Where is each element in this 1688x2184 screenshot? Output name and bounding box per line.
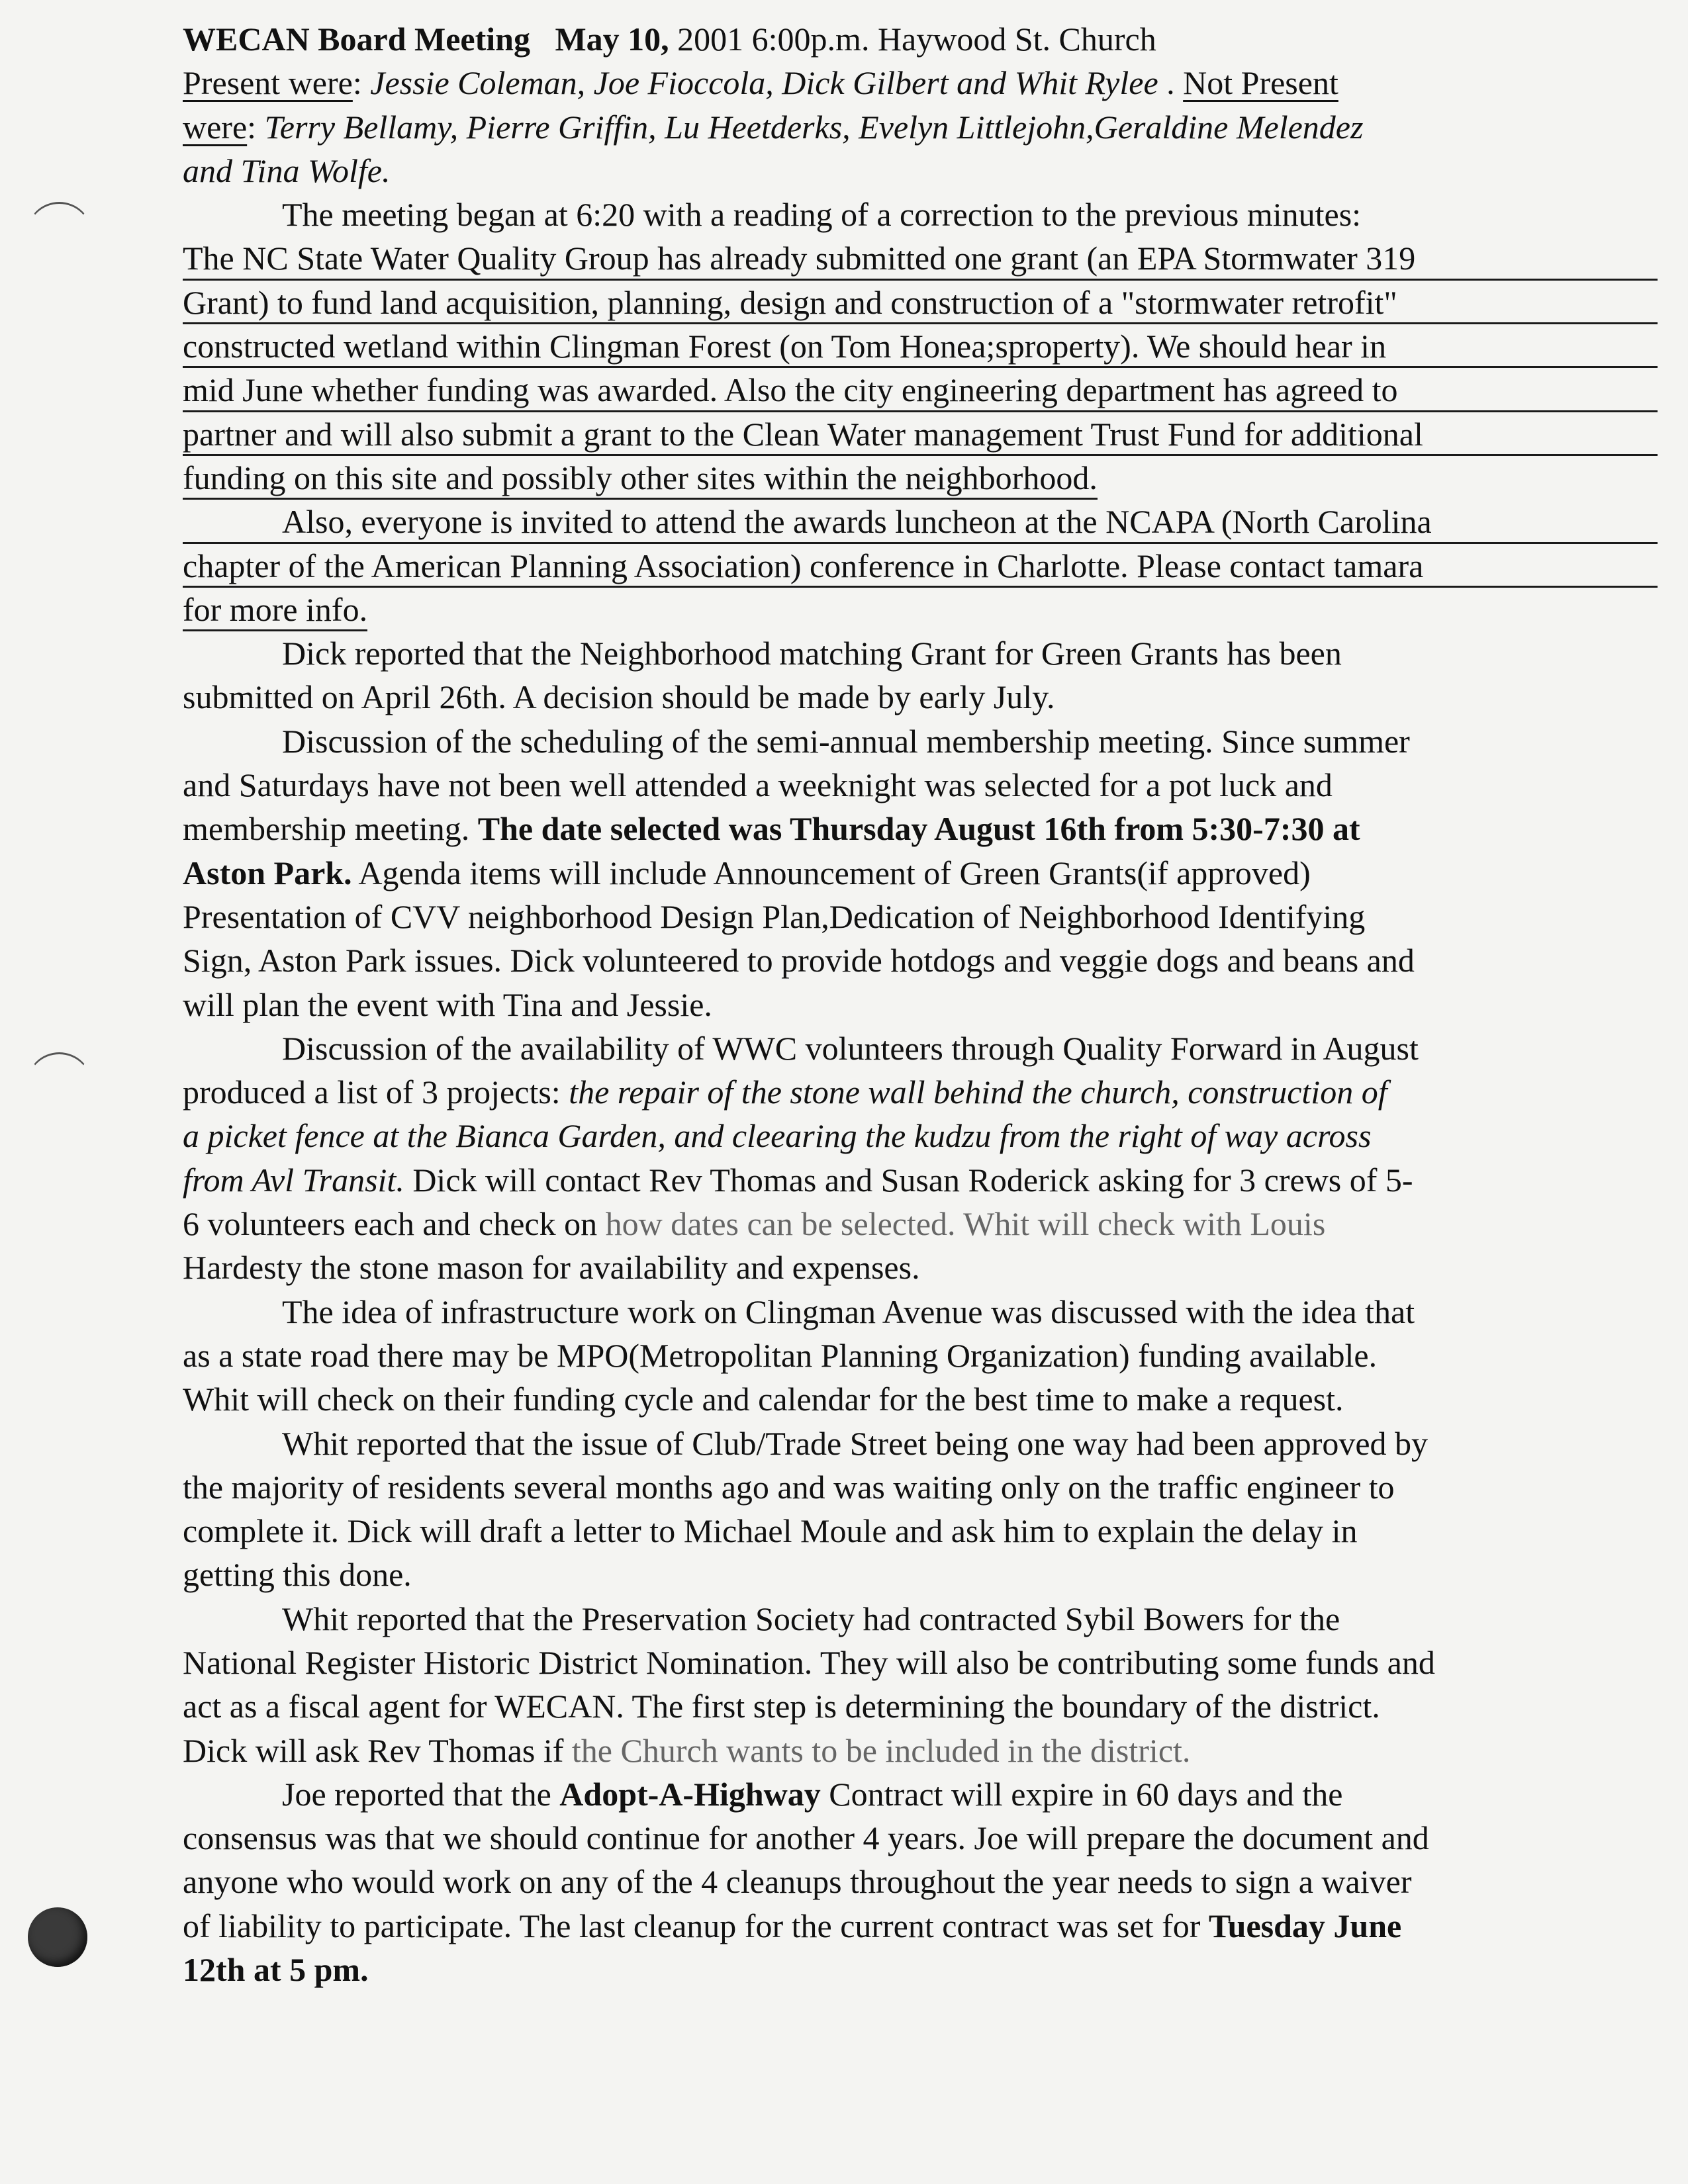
correction-line: constructed wetland within Clingman Forest (on Tom Honea;sproperty). We should hear in bbox=[183, 324, 1658, 368]
meeting-minutes-page bbox=[183, 17, 1658, 1991]
highway-text: Contract will expire in 60 days and the bbox=[820, 1775, 1343, 1813]
highway-line bbox=[183, 1948, 1658, 1991]
preservation-line bbox=[183, 1729, 1658, 1772]
infrastructure-line: The idea of infrastructure work on Clingman Avenue was discussed with the idea that bbox=[282, 1293, 1415, 1330]
wwc-line bbox=[183, 1114, 1658, 1158]
binder-hole-middle bbox=[26, 1052, 92, 1117]
clubtrade-line: Whit reported that the issue of Club/Trade Street being one way had been approved by bbox=[282, 1424, 1429, 1462]
ncapa-line: chapter of the American Planning Association) conference in Charlotte. Please contact tamara bbox=[183, 544, 1658, 588]
not-present-names: Terry Bellamy, Pierre Griffin, Lu Heetderks, Evelyn Littlejohn,Geraldine Melendez bbox=[264, 108, 1364, 146]
preservation-text: Dick will ask Rev Thomas if bbox=[183, 1731, 572, 1769]
wwc-faded-text: how dates can be selected. Whit will check with Louis bbox=[605, 1205, 1326, 1243]
correction-intro: The meeting began at 6:20 with a reading of a correction to the previous minutes: bbox=[282, 196, 1362, 234]
correction-block bbox=[183, 236, 1658, 631]
preservation-line: National Register Historic District Nomination. They will also be contributing some funds and bbox=[183, 1643, 1435, 1681]
preservation-line: Whit reported that the Preservation Society had contracted Sybil Bowers for the bbox=[282, 1600, 1340, 1637]
ncapa-line: for more info. bbox=[183, 588, 367, 631]
infrastructure-line: Whit will check on their funding cycle and calendar for the best time to make a request. bbox=[183, 1381, 1344, 1418]
correction-line: mid June whether funding was awarded. Also the city engineering department has agreed to bbox=[183, 368, 1658, 412]
membership-line bbox=[183, 807, 1658, 850]
correction-line: funding on this site and possibly other sites within the neighborhood. bbox=[183, 456, 1098, 500]
wwc-projects-italic: the repair of the stone wall behind the church, construction of bbox=[569, 1073, 1387, 1111]
present-label: Present were bbox=[183, 64, 353, 102]
wwc-line bbox=[183, 1070, 1658, 1114]
wwc-projects-italic: from Avl Transit. bbox=[183, 1161, 404, 1199]
correction-line: partner and will also submit a grant to the Clean Water management Trust Fund for additional bbox=[183, 412, 1658, 456]
highway-line: anyone who would work on any of the 4 cleanups throughout the year needs to sign a waiver bbox=[183, 1863, 1412, 1901]
not-present-label-cont: were bbox=[183, 108, 248, 146]
correction-line: The NC State Water Quality Group has already submitted one grant (an EPA Stormwater 319 bbox=[183, 236, 1658, 280]
wwc-line: Discussion of the availability of WWC volunteers through Quality Forward in August bbox=[282, 1029, 1419, 1067]
wwc-line bbox=[183, 1202, 1658, 1246]
wwc-text: 6 volunteers each and check on bbox=[183, 1205, 606, 1243]
membership-line: Presentation of CVV neighborhood Design Plan,Dedication of Neighborhood Identifying bbox=[183, 897, 1366, 935]
not-present-label: Not Present bbox=[1183, 64, 1338, 102]
header-line bbox=[183, 17, 1658, 61]
grant-line: Dick reported that the Neighborhood matching Grant for Green Grants has been bbox=[282, 635, 1342, 672]
infrastructure-line: as a state road there may be MPO(Metropolitan Planning Organization) funding available. bbox=[183, 1336, 1378, 1374]
correction-line: Grant) to fund land acquisition, planning, design and construction of a "stormwater retrofit" bbox=[183, 281, 1658, 324]
highway-line bbox=[183, 1904, 1658, 1948]
clubtrade-line: the majority of residents several months ago and was waiting only on the traffic engineer to bbox=[183, 1468, 1395, 1506]
membership-text: membership meeting. bbox=[183, 810, 478, 848]
highway-date-bold: 12th at 5 pm. bbox=[183, 1951, 369, 1989]
clubtrade-line: complete it. Dick will draft a letter to Michael Moule and ask him to explain the delay in bbox=[183, 1512, 1358, 1550]
preservation-line: act as a fiscal agent for WECAN. The first step is determining the boundary of the district. bbox=[183, 1688, 1380, 1725]
meeting-date-bold: May 10, bbox=[555, 21, 669, 58]
binder-hole-bottom bbox=[28, 1907, 87, 1967]
highway-text: of liability to participate. The last cleanup for the current contract was set for bbox=[183, 1907, 1209, 1944]
wwc-line: Hardesty the stone mason for availability and expenses. bbox=[183, 1249, 920, 1287]
wwc-line bbox=[183, 1158, 1658, 1202]
membership-line: Sign, Aston Park issues. Dick volunteered to provide hotdogs and veggie dogs and beans and bbox=[183, 942, 1415, 979]
membership-line: and Saturdays have not been well attended a weeknight was selected for a pot luck and bbox=[183, 766, 1333, 804]
membership-line: will plan the event with Tina and Jessie. bbox=[183, 985, 712, 1023]
preservation-faded-text: the Church wants to be included in the district. bbox=[571, 1731, 1191, 1769]
meeting-date-location: 2001 6:00p.m. Haywood St. Church bbox=[669, 21, 1156, 58]
wwc-text: Dick will contact Rev Thomas and Susan Roderick asking for 3 crews of 5- bbox=[404, 1161, 1413, 1199]
membership-text: Agenda items will include Announcement of Green Grants(if approved) bbox=[352, 854, 1311, 891]
attendance-line-1: Present were: Jessie Coleman, Joe Fioccola, Dick Gilbert and Whit Rylee . Not Present bbox=[183, 64, 1338, 102]
highway-text: Joe reported that the bbox=[282, 1775, 560, 1813]
present-names: Jessie Coleman, Joe Fioccola, Dick Gilbert and Whit Rylee bbox=[370, 64, 1158, 102]
wwc-projects-italic: a picket fence at the Bianca Garden, and cleearing the kudzu from the right of way across bbox=[183, 1117, 1372, 1155]
not-present-names-cont: and Tina Wolfe. bbox=[183, 152, 391, 189]
meeting-title: WECAN Board Meeting bbox=[183, 21, 530, 58]
membership-line bbox=[183, 851, 1658, 895]
clubtrade-line: getting this done. bbox=[183, 1556, 412, 1594]
membership-line: Discussion of the scheduling of the semi-annual membership meeting. Since summer bbox=[282, 722, 1410, 760]
wwc-text: produced a list of 3 projects: bbox=[183, 1073, 569, 1111]
attendance-line-3 bbox=[183, 149, 1658, 193]
grant-line: submitted on April 26th. A decision should be made by early July. bbox=[183, 678, 1055, 716]
membership-date-bold: The date selected was Thursday August 16th from 5:30-7:30 at bbox=[477, 810, 1360, 848]
highway-date-bold: Tuesday June bbox=[1208, 1907, 1402, 1944]
attendance-line-2: were: Terry Bellamy, Pierre Griffin, Lu Heetderks, Evelyn Littlejohn,Geraldine Melendez bbox=[183, 108, 1364, 146]
binder-hole-top bbox=[26, 202, 92, 267]
highway-program-bold: Adopt-A-Highway bbox=[559, 1775, 821, 1813]
highway-line bbox=[183, 1772, 1658, 1816]
ncapa-line: Also, everyone is invited to attend the awards luncheon at the NCAPA (North Carolina bbox=[183, 500, 1658, 543]
membership-location-bold: Aston Park. bbox=[183, 854, 352, 891]
highway-line: consensus was that we should continue for another 4 years. Joe will prepare the document and bbox=[183, 1819, 1429, 1857]
